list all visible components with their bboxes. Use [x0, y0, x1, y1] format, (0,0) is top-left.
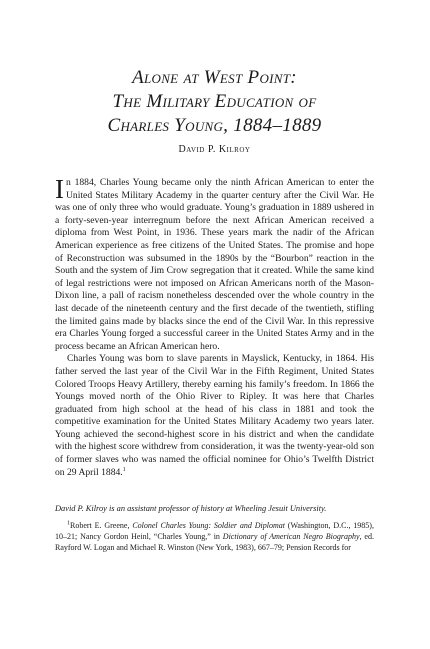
- title-line-3: Charles Young, 1884–1889: [107, 115, 322, 136]
- drop-cap: I: [55, 174, 64, 204]
- paragraph-1: [55, 174, 374, 353]
- footnote-dictionary-title: Dictionary of American Negro Biography: [222, 532, 360, 542]
- footnote-mark: 1: [67, 520, 70, 527]
- footnote-text-a: Robert E. Greene,: [70, 521, 133, 531]
- footnote-book-title: Colonel Charles Young: Soldier and Diplomat: [132, 521, 285, 531]
- article-title: [55, 66, 374, 138]
- author-affiliation: David P. Kilroy is an assistant professor of history at Wheeling Jesuit University.: [55, 504, 327, 514]
- footnote-ref-1[interactable]: 1: [122, 466, 126, 473]
- paragraph-1-text: n 1884, Charles Young became only the ninth African American to enter the United States Military Academy in the quarter century after the Civil War. He was one of only three who would graduate. Young’s graduation in 1889 ushered in a forty-seven-year interregnum before the next African American received a diploma from West Point, in 1936. These years mark the nadir of the African American experience as free citizens of the United States. The promise and hope of Reconstruction was subsumed in the 1890s by the “Bourbon” reaction in the South and the system of Jim Crow segregation that it created. While the same kind of legal restrictions were not imposed on African Americans north of the Mason-Dixon line, a pall of racism nonetheless descended over the whole country in the last decade of the nineteenth century and the first decade of the twentieth, stifling the limited gains made by blacks since the end of the Civil War. In this repressive era Charles Young forged a successful career in the United States Army and in the process became an African American hero.: [55, 177, 374, 352]
- paragraph-2-text: Charles Young was born to slave parents in Mayslick, Kentucky, in 1864. His father served the last year of the Civil War in the Fifth Regiment, United States Colored Troops Heavy Artillery, thereby earning his family’s freedom. In 1866 the Youngs moved north of the Ohio River to Ripley. It was here that Charles graduated from high school at the head of his class in 1881 and took the competitive examination for the United States Military Academy two years later. Young achieved the second-highest score in his district and when the candidate with the highest score withdrew from consideration, it was the twenty-year-old son of former slaves who was named the official nominee for Ohio’s Twelfth District on 29 April 1884.: [55, 353, 374, 478]
- footnote-text-c: (Washington, D.C., 1985), 10–21; Nancy Gordon Heinl, “Charles Young,” in: [55, 521, 374, 542]
- title-line-2: The Military Education of: [112, 91, 317, 112]
- paragraph-2: [55, 353, 374, 479]
- footnote-1: [55, 520, 374, 553]
- footnote-text-e: , ed. Rayford W. Logan and Michael R. Winston (New York, 1983), 667–79; Pension Records for: [55, 532, 374, 553]
- title-line-1: Alone at West Point:: [132, 67, 297, 88]
- article-body: [55, 174, 374, 479]
- article-author: David P. Kilroy: [178, 144, 251, 155]
